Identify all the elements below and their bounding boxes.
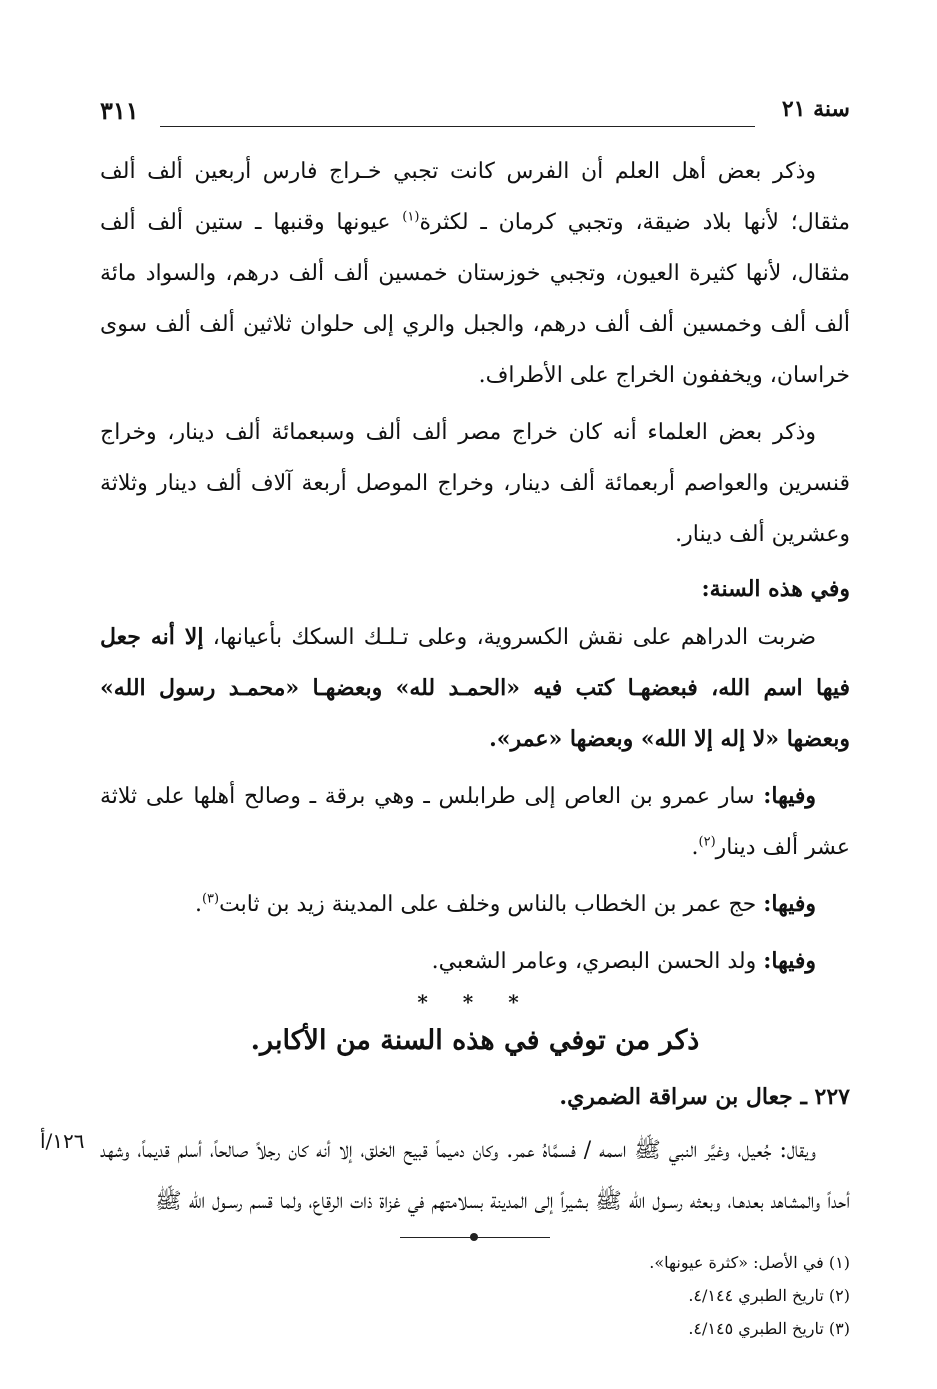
paragraph-text: عيونها وقنبها ـ ستين ألف ألف مثقال، لأنها كثيرة العيون، وتجبي خوزستان خمسين ألف ألف درهم، والسواد مائة ألف ألف وخمسين ألف ألف درهم، والجبل والري إلى حلوان ثلاثين ألف ألف سوى خراسان، ويخففون الخراج على الأطراف. [100, 210, 850, 388]
manuscript-folio-note: ١٢٦/أ [40, 1129, 85, 1153]
paragraph-text: . [194, 892, 202, 917]
subheading-this-year: وفي هذه السنة: [701, 576, 850, 602]
paragraph-kharaj-persia [100, 146, 850, 401]
footnote-3: (٣) تاريخ الطبري ٤/١٤٥. [688, 1319, 850, 1338]
entry-block [40, 1125, 850, 1227]
footnote-1: (١) في الأصل: «كثرة عيونها». [649, 1253, 850, 1272]
entry-heading: ٢٢٧ ـ جعال بن سراقة الضمري. [559, 1084, 850, 1110]
paragraph-kharaj-egypt: وذكر بعض العلماء أنه كان خراج مصر ألف ألف وسبعمائة ألف دينار، وخراج قنسرين والعواصم أربعمائة ألف دينار، وخراج الموصل أربعة آلاف ألف دينار وثلاثة وعشرين ألف دينار. [100, 420, 850, 547]
paragraph-umar-hajj [100, 879, 850, 930]
header-rule [160, 126, 755, 127]
footnote-ref-2[interactable]: (٢) [698, 834, 716, 850]
paragraph-text: حج عمر بن الخطاب بالناس وخلف على المدينة زيد بن ثابت [219, 892, 764, 917]
paragraph-text: ولد الحسن البصري، وعامر الشعبي. [431, 949, 764, 974]
page-header [100, 90, 850, 130]
footnote-2: (٢) تاريخ الطبري ٤/١٤٤. [688, 1286, 850, 1305]
paragraph-amr-tripoli [100, 771, 850, 873]
paragraph-births [100, 936, 850, 987]
lead-word: وفيها: [763, 948, 816, 974]
lead-word: وفيها: [763, 783, 816, 809]
paragraph-text: سار عمرو بن العاص إلى طرابلس ـ وهي برقة ـ وصالح أهلها على ثلاثة عشر ألف دينار [100, 784, 850, 860]
footnotes [100, 1246, 850, 1345]
section-separator-stars: * * * [417, 990, 533, 1014]
paragraph-text: ضربت الدراهم على نقش الكسروية، وعلى تـلـك السكك بأعيانها، [203, 625, 816, 650]
book-page [40, 80, 851, 1340]
paragraph-entry-text: ويقال: جُعيل، وغيَّر النبي ﷺ اسمه / فسمَّاهُ عمر. وكان دميماً قبيح الخلق، إلا أنه كان رجلاً صالحاً، أسلم قديماً، وشهد أحداً والمشاهد بعدهـا، وبعثه رسـول الله ﷺ بشيراً إلى المدينة بسلامتهم في غزاة ذات الرقاع، ولما قسم رسـول الله ﷺ [100, 1138, 850, 1214]
running-header-year: سنة ٢١ [781, 96, 850, 122]
paragraph-text: وذكر بعض أهل العلم أن الفرس كانت تجبي خـراج فارس أربعين ألف ألف مثقال؛ لأنها بلاد ضيقة، وتجبي كرمان ـ لكثرة [100, 159, 851, 235]
page-body [40, 146, 851, 1345]
paragraph-text: . [691, 835, 699, 860]
footnote-divider [400, 1237, 550, 1238]
page-number: ٣١١ [100, 96, 139, 125]
paragraph-text-bold: إلا أنه جعل فيها اسم الله، فبعضهـا كتب فيه «الحمـد لله» وبعضهـا «محمـد رسول الله» وبعضها «لا إله إلا الله» وبعضها «عمر». [100, 624, 850, 752]
section-title: ذكر من توفي في هذه السنة من الأكابر. [250, 1025, 700, 1056]
footnote-ref-3[interactable]: (٣) [201, 891, 220, 907]
footnote-ref-1[interactable]: (١) [402, 209, 420, 225]
lead-word: وفيها: [763, 891, 816, 917]
paragraph-dirhams [100, 612, 850, 765]
